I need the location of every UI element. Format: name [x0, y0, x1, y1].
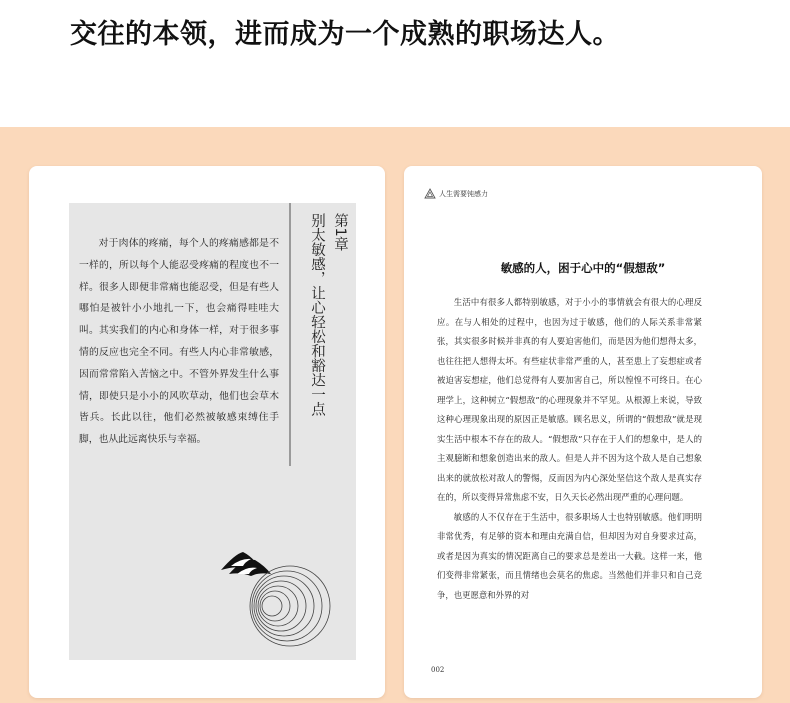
- top-strip: [0, 0, 790, 127]
- triangle-logo-icon: [424, 188, 436, 199]
- chapter-intro-paragraph: 对于肉体的疼痛，每个人的疼痛感都是不一样的，所以每个人能忍受疼痛的程度也不一样。很多人即便非常痛也能忍受，但是有些人哪怕是被针小小地扎一下，也会痛得哇哇大叫。其实我们的内心和身体一样，对于很多事情的反应也完全不同。有些人内心非常敏感，因而常常陷入苦恼之中。不管外界发生什么事情，即使只是小小的风吹草动，他们也会草木皆兵。长此以往，他们必然被敏感束缚住手脚，也从此远离快乐与幸福。: [79, 238, 279, 446]
- body-paragraph: 生活中有很多人都特别敏感，对于小小的事情就会有很大的心理反应。在与人相处的过程中，也因为过于敏感，他们的人际关系非常紧张，其实很多时候并非真的有人要迫害他们，而是因为他们想得太多，也往往把人想得太坏。有些症状非常严重的人，甚至患上了妄想症或者被迫害妄想症，他们总觉得有人要加害自己，所以惶惶不可终日。在心理学上，这种树立“假想敌”的心理现象并不罕见。从根源上来说，导致这种心理现象出现的原因正是敏感。顾名思义，所谓的“假想敌”就是现实生活中根本不存在的敌人。“假想敌”只存在于人们的想象中，是人的主观臆断和想象创造出来的敌人。但是人并不因为这个敌人是自己想象出来的就放松对敌人的警惕，反而因为内心深处坚信这个敌人是真实存在的，所以变得异常焦虑不安，日久天长必然出现严重的心理问题。: [437, 297, 702, 502]
- headline: 交往的本领，进而成为一个成熟的职场达人。: [70, 19, 620, 50]
- chapter-title: 别太敏感，让心轻松和豁达一点: [309, 213, 325, 416]
- concentric-circles-icon: [250, 566, 330, 646]
- book-page-left: [29, 166, 385, 698]
- body-paragraph: 敏感的人不仅存在于生活中，很多职场人士也特别敏感。他们明明非常优秀，有足够的资本和理由充满自信，但却因为对自身要求过高，或者是因为真实的情况距离自己的要求总是差出一大截。这样一来，他们变得非常紧张，而且情绪也会莫名的焦虑。当然他们并非只和自己竞争，也更愿意和外界的对: [437, 511, 702, 600]
- mountain-ornament-icon: [221, 528, 339, 653]
- chapter-intro-text: [79, 233, 279, 451]
- divider-line: [289, 203, 291, 466]
- running-head: [424, 188, 488, 199]
- running-head-text: 人生需要钝感力: [439, 189, 488, 198]
- book-page-right: [404, 166, 762, 698]
- section-title: 敏感的人，困于心中的“假想敌”: [500, 261, 666, 275]
- section-body: [437, 293, 702, 605]
- chapter-panel: [69, 203, 356, 660]
- page-number: 002: [431, 666, 445, 674]
- chapter-heading: 第1章: [332, 213, 348, 252]
